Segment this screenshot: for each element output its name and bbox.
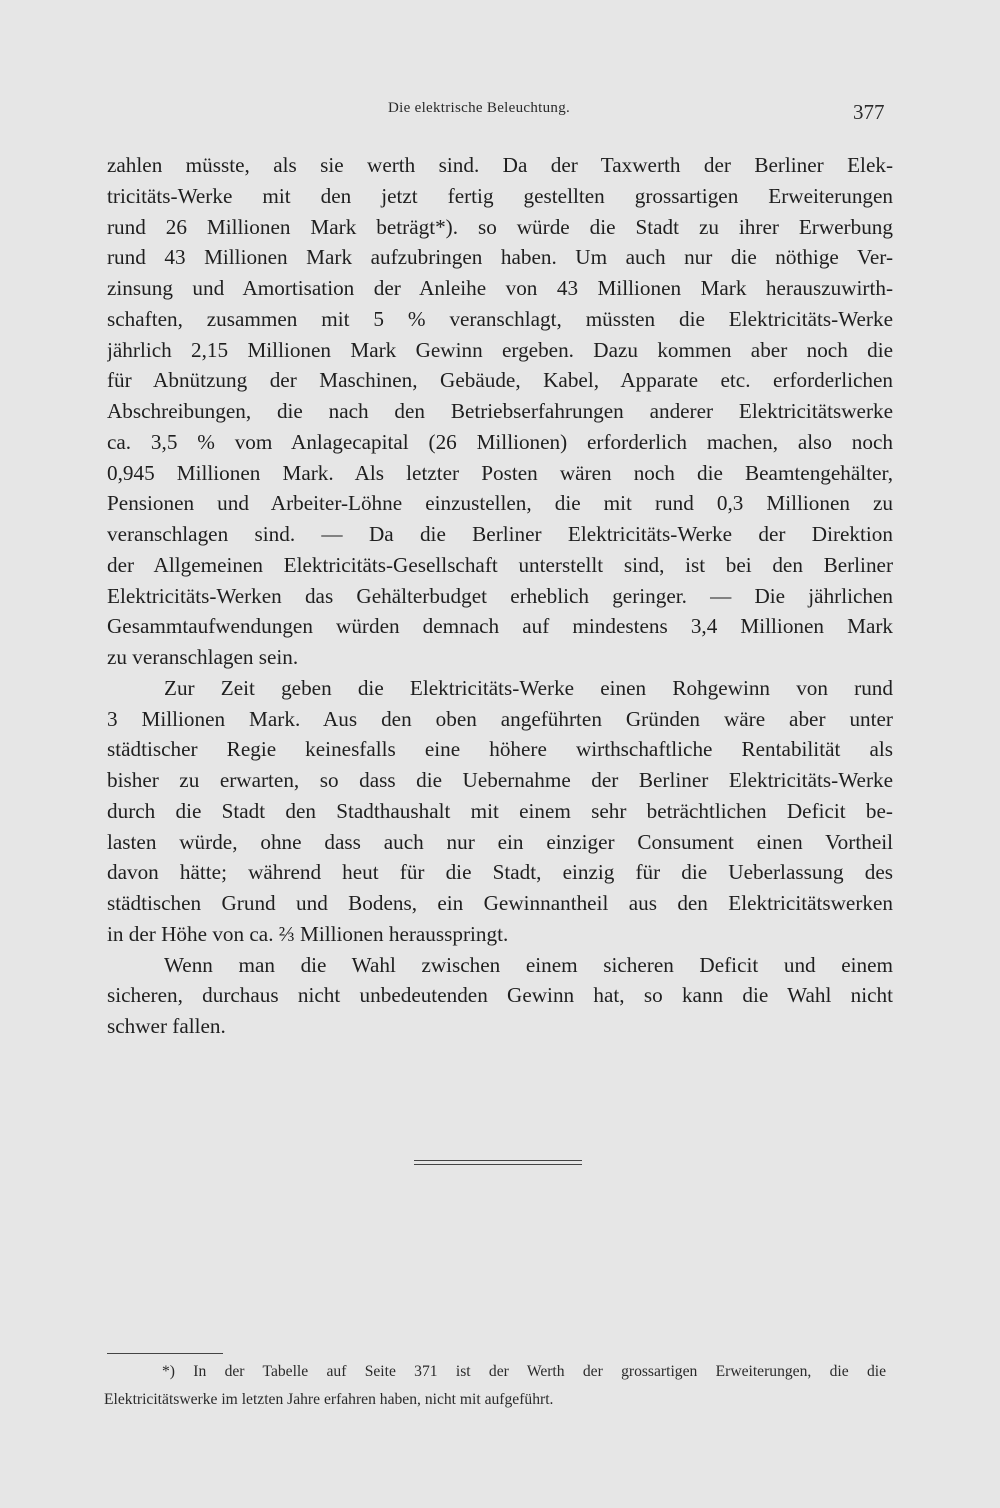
text-line: 3 Millionen Mark. Aus den oben angeführten Gründen wäre aber unter — [107, 706, 893, 731]
text-line: Gesammtaufwendungen würden demnach auf mindestens 3,4 Millionen Mark — [107, 614, 893, 639]
text-line: jährlich 2,15 Millionen Mark Gewinn ergeben. Dazu kommen aber noch die — [107, 337, 893, 362]
text-line: 0,945 Millionen Mark. Als letzter Posten wären noch die Beamtengehälter, — [107, 460, 893, 485]
text-line: Elektricitäts-Werken das Gehälterbudget erheblich geringer. — Die jährlichen — [107, 583, 893, 608]
text-line: bisher zu erwarten, so dass die Uebernahme der Berliner Elektricitäts-Werke — [107, 768, 893, 792]
text-line: zinsung und Amortisation der Anleihe von 43 Millionen Mark herauszuwirth- — [107, 276, 893, 300]
footnote-rule — [107, 1353, 223, 1354]
text-line: zahlen müsste, als sie werth sind. Da der Taxwerth der Berliner Elek- — [107, 153, 893, 177]
text-line: der Allgemeinen Elektricitäts-Gesellschaft unterstellt sind, ist bei den Berliner — [107, 552, 893, 577]
text-line: schwer fallen. — [107, 1014, 226, 1038]
text-line: städtischen Grund und Bodens, ein Gewinnantheil aus den Elektricitätswerken — [107, 891, 893, 915]
paragraph-start-line: Zur Zeit geben die Elektricitäts-Werke einen Rohgewinn von rund — [164, 675, 893, 700]
text-line: durch die Stadt den Stadthaushalt mit einem sehr beträchtlichen Deficit be- — [107, 798, 893, 823]
text-line: rund 26 Millionen Mark beträgt*). so würde die Stadt zu ihrer Erwerbung — [107, 214, 893, 239]
text-line: zu veranschlagen sein. — [107, 645, 299, 669]
text-line: sicheren, durchaus nicht unbedeutenden Gewinn hat, so kann die Wahl nicht — [107, 983, 893, 1008]
text-line: in der Höhe von ca. ⅔ Millionen herausspringt. — [107, 921, 509, 946]
text-line: lasten würde, ohne dass auch nur ein einziger Consument einen Vortheil — [107, 829, 893, 854]
section-end-double-rule — [414, 1160, 582, 1165]
footnote — [104, 1358, 886, 1414]
text-line: veranschlagen sind. — Da die Berliner Elektricitäts-Werke der Direktion — [107, 522, 893, 546]
text-line: tricitäts-Werke mit den jetzt fertig gestellten grossartigen Erweiterungen — [107, 183, 893, 208]
body-text — [107, 150, 893, 1042]
text-line: städtischer Regie keinesfalls eine höhere wirthschaftliche Rentabilität als — [107, 737, 893, 762]
text-line: davon hätte; während heut für die Stadt, einzig für die Ueberlassung des — [107, 860, 893, 885]
text-line: Pensionen und Arbeiter-Löhne einzustellen, die mit rund 0,3 Millionen zu — [107, 491, 893, 516]
text-line: schaften, zusammen mit 5 % veranschlagt, müssten die Elektricitäts-Werke — [107, 306, 893, 331]
running-head: Die elektrische Beleuchtung. — [388, 100, 571, 116]
footnote-line: *) In der Tabelle auf Seite 371 ist der Werth der grossartigen Erweiterungen, die die — [162, 1363, 886, 1380]
paragraph-start-line: Wenn man die Wahl zwischen einem sicheren Deficit und einem — [164, 952, 893, 977]
text-line: ca. 3,5 % vom Anlagecapital (26 Millionen) erforderlich machen, also noch — [107, 429, 893, 454]
text-line: Abschreibungen, die nach den Betriebserfahrungen anderer Elektricitätswerke — [107, 399, 893, 423]
text-line: für Abnützung der Maschinen, Gebäude, Kabel, Apparate etc. erforderlichen — [107, 368, 893, 393]
footnote-line: Elektricitätswerke im letzten Jahre erfahren haben, nicht mit aufgeführt. — [104, 1391, 554, 1408]
page-number: 377 — [853, 100, 885, 124]
text-line: rund 43 Millionen Mark aufzubringen haben. Um auch nur die nöthige Ver- — [107, 245, 893, 270]
